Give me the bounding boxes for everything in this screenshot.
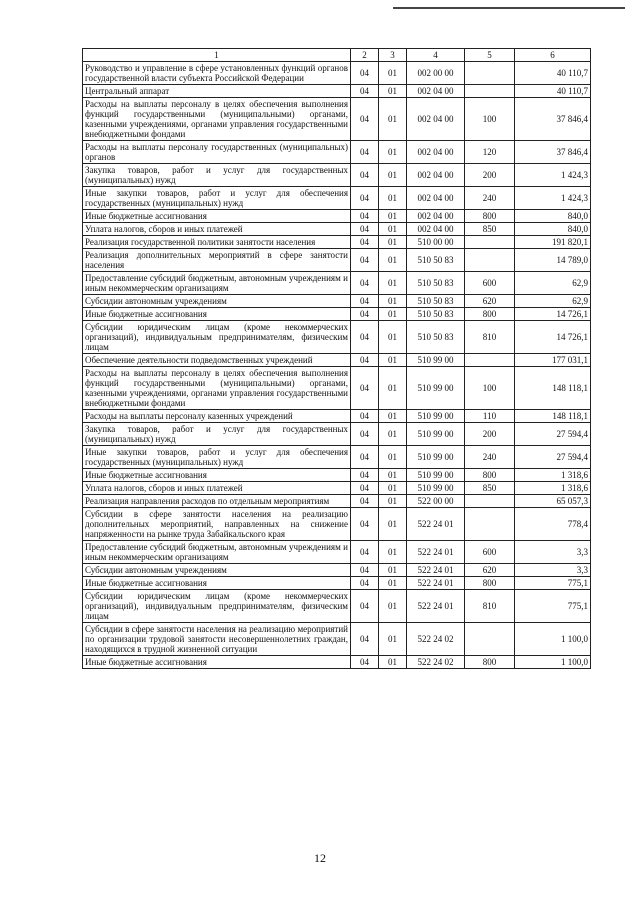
budget-item-name: Иные бюджетные ассигнования [83, 656, 351, 669]
subsection-code: 01 [379, 577, 407, 590]
budget-item-name: Реализация государственной политики занятости населения [83, 236, 351, 249]
section-code: 04 [351, 187, 379, 210]
section-code: 04 [351, 62, 379, 85]
table-row [83, 62, 591, 85]
subsection-code: 01 [379, 210, 407, 223]
section-code: 04 [351, 577, 379, 590]
subsection-code: 01 [379, 590, 407, 623]
amount: 14 789,0 [515, 249, 591, 272]
budget-item-name: Центральный аппарат [83, 85, 351, 98]
target-article-code: 522 24 01 [407, 577, 465, 590]
table-row [83, 482, 591, 495]
table-row [83, 623, 591, 656]
subsection-code: 01 [379, 410, 407, 423]
subsection-code: 01 [379, 623, 407, 656]
table-row [83, 354, 591, 367]
amount: 65 057,3 [515, 495, 591, 508]
section-code: 04 [351, 308, 379, 321]
budget-item-name: Руководство и управление в сфере установленных функций органов государственной власти субъекта Российской Федерации [83, 62, 351, 85]
section-code: 04 [351, 590, 379, 623]
amount: 40 110,7 [515, 62, 591, 85]
column-number-6: 6 [515, 49, 591, 62]
section-code: 04 [351, 623, 379, 656]
table-row [83, 141, 591, 164]
table-row [83, 410, 591, 423]
section-code: 04 [351, 508, 379, 541]
table-row [83, 469, 591, 482]
amount: 1 318,6 [515, 482, 591, 495]
subsection-code: 01 [379, 141, 407, 164]
table-row [83, 295, 591, 308]
amount: 27 594,4 [515, 423, 591, 446]
expense-type-code: 240 [465, 446, 515, 469]
budget-item-name: Закупка товаров, работ и услуг для государственных (муниципальных) нужд [83, 164, 351, 187]
budget-item-name: Субсидии юридическим лицам (кроме некоммерческих организаций), индивидуальным предпринимателям, физическим лицам [83, 321, 351, 354]
expense-type-code [465, 62, 515, 85]
target-article-code: 510 00 00 [407, 236, 465, 249]
column-number-row [83, 49, 591, 62]
budget-item-name: Иные бюджетные ассигнования [83, 210, 351, 223]
expense-type-code: 810 [465, 321, 515, 354]
section-code: 04 [351, 423, 379, 446]
amount: 148 118,1 [515, 367, 591, 410]
amount: 27 594,4 [515, 446, 591, 469]
section-code: 04 [351, 446, 379, 469]
section-code: 04 [351, 141, 379, 164]
section-code: 04 [351, 656, 379, 669]
table-row [83, 210, 591, 223]
subsection-code: 01 [379, 508, 407, 541]
amount: 840,0 [515, 210, 591, 223]
expense-type-code [465, 249, 515, 272]
section-code: 04 [351, 410, 379, 423]
table-row [83, 164, 591, 187]
section-code: 04 [351, 321, 379, 354]
subsection-code: 01 [379, 98, 407, 141]
amount: 3,3 [515, 564, 591, 577]
budget-item-name: Предоставление субсидий бюджетным, автономным учреждениям и иным некоммерческим организациям [83, 541, 351, 564]
expense-type-code: 600 [465, 272, 515, 295]
target-article-code: 002 00 00 [407, 62, 465, 85]
section-code: 04 [351, 295, 379, 308]
subsection-code: 01 [379, 469, 407, 482]
amount: 191 820,1 [515, 236, 591, 249]
expense-type-code: 100 [465, 367, 515, 410]
amount: 14 726,1 [515, 308, 591, 321]
target-article-code: 522 24 01 [407, 564, 465, 577]
amount: 1 424,3 [515, 187, 591, 210]
subsection-code: 01 [379, 354, 407, 367]
table-row [83, 564, 591, 577]
target-article-code: 002 04 00 [407, 210, 465, 223]
amount: 62,9 [515, 295, 591, 308]
subsection-code: 01 [379, 308, 407, 321]
top-decorative-rule [393, 7, 625, 9]
column-number-3: 3 [379, 49, 407, 62]
target-article-code: 522 24 01 [407, 508, 465, 541]
amount: 1 100,0 [515, 656, 591, 669]
target-article-code: 510 99 00 [407, 446, 465, 469]
table-row [83, 577, 591, 590]
budget-item-name: Расходы на выплаты персоналу в целях обеспечения выполнения функций государственными (муниципальными) органами, казенными учреждениями, органами управления государственными внебюджетными фондами [83, 367, 351, 410]
budget-item-name: Расходы на выплаты персоналу государственных (муниципальных) органов [83, 141, 351, 164]
target-article-code: 510 50 83 [407, 308, 465, 321]
expense-type-code: 240 [465, 187, 515, 210]
budget-item-name: Предоставление субсидий бюджетным, автономным учреждениям и иным некоммерческим организациям [83, 272, 351, 295]
table-row [83, 223, 591, 236]
table-row [83, 656, 591, 669]
expense-type-code [465, 623, 515, 656]
target-article-code: 510 99 00 [407, 423, 465, 446]
expense-type-code: 200 [465, 164, 515, 187]
subsection-code: 01 [379, 223, 407, 236]
budget-item-name: Субсидии в сфере занятости населения на реализацию мероприятий по организации трудовой занятости несовершеннолетних граждан, находящихся в трудной жизненной ситуации [83, 623, 351, 656]
subsection-code: 01 [379, 295, 407, 308]
expense-type-code [465, 508, 515, 541]
amount: 1 424,3 [515, 164, 591, 187]
budget-item-name: Иные бюджетные ассигнования [83, 469, 351, 482]
budget-item-name: Реализация направления расходов по отдельным мероприятиям [83, 495, 351, 508]
amount: 775,1 [515, 590, 591, 623]
section-code: 04 [351, 564, 379, 577]
budget-item-name: Субсидии автономным учреждениям [83, 564, 351, 577]
expense-type-code: 800 [465, 210, 515, 223]
table-row [83, 446, 591, 469]
section-code: 04 [351, 164, 379, 187]
target-article-code: 510 99 00 [407, 354, 465, 367]
table-row [83, 249, 591, 272]
table-row [83, 590, 591, 623]
section-code: 04 [351, 354, 379, 367]
budget-item-name: Реализация дополнительных мероприятий в сфере занятости населения [83, 249, 351, 272]
expense-type-code: 800 [465, 577, 515, 590]
expense-type-code [465, 236, 515, 249]
section-code: 04 [351, 272, 379, 295]
section-code: 04 [351, 482, 379, 495]
expense-type-code [465, 354, 515, 367]
amount: 840,0 [515, 223, 591, 236]
amount: 40 110,7 [515, 85, 591, 98]
target-article-code: 522 24 02 [407, 656, 465, 669]
table-row [83, 367, 591, 410]
amount: 14 726,1 [515, 321, 591, 354]
subsection-code: 01 [379, 541, 407, 564]
subsection-code: 01 [379, 249, 407, 272]
target-article-code: 522 24 01 [407, 590, 465, 623]
expense-type-code: 850 [465, 482, 515, 495]
expense-type-code: 110 [465, 410, 515, 423]
amount: 177 031,1 [515, 354, 591, 367]
amount: 1 318,6 [515, 469, 591, 482]
table-row [83, 423, 591, 446]
section-code: 04 [351, 249, 379, 272]
expense-type-code: 800 [465, 656, 515, 669]
target-article-code: 510 50 83 [407, 272, 465, 295]
column-number-4: 4 [407, 49, 465, 62]
target-article-code: 510 50 83 [407, 295, 465, 308]
section-code: 04 [351, 367, 379, 410]
target-article-code: 510 99 00 [407, 410, 465, 423]
subsection-code: 01 [379, 187, 407, 210]
budget-table [82, 48, 591, 669]
target-article-code: 002 04 00 [407, 223, 465, 236]
expense-type-code: 850 [465, 223, 515, 236]
subsection-code: 01 [379, 62, 407, 85]
amount: 1 100,0 [515, 623, 591, 656]
target-article-code: 002 04 00 [407, 164, 465, 187]
expense-type-code: 810 [465, 590, 515, 623]
expense-type-code: 100 [465, 98, 515, 141]
expense-type-code: 200 [465, 423, 515, 446]
expense-type-code: 620 [465, 564, 515, 577]
budget-item-name: Уплата налогов, сборов и иных платежей [83, 223, 351, 236]
target-article-code: 002 04 00 [407, 85, 465, 98]
column-number-2: 2 [351, 49, 379, 62]
subsection-code: 01 [379, 236, 407, 249]
target-article-code: 510 50 83 [407, 249, 465, 272]
budget-item-name: Уплата налогов, сборов и иных платежей [83, 482, 351, 495]
column-number-1: 1 [83, 49, 351, 62]
table-row [83, 308, 591, 321]
target-article-code: 522 24 01 [407, 541, 465, 564]
budget-item-name: Субсидии в сфере занятости населения на реализацию дополнительных мероприятий, направленных на снижение напряженности на рынке труда Забайкальского края [83, 508, 351, 541]
subsection-code: 01 [379, 495, 407, 508]
expense-type-code: 800 [465, 469, 515, 482]
table-row [83, 187, 591, 210]
target-article-code: 510 99 00 [407, 469, 465, 482]
amount: 37 846,4 [515, 141, 591, 164]
amount: 3,3 [515, 541, 591, 564]
amount: 62,9 [515, 272, 591, 295]
table-row [83, 272, 591, 295]
target-article-code: 510 99 00 [407, 482, 465, 495]
target-article-code: 522 00 00 [407, 495, 465, 508]
amount: 37 846,4 [515, 98, 591, 141]
target-article-code: 510 50 83 [407, 321, 465, 354]
subsection-code: 01 [379, 367, 407, 410]
budget-item-name: Закупка товаров, работ и услуг для государственных (муниципальных) нужд [83, 423, 351, 446]
page-number: 12 [314, 851, 326, 865]
subsection-code: 01 [379, 321, 407, 354]
expense-type-code: 120 [465, 141, 515, 164]
table-row [83, 236, 591, 249]
expense-type-code [465, 85, 515, 98]
amount: 148 118,1 [515, 410, 591, 423]
expense-type-code: 800 [465, 308, 515, 321]
target-article-code: 002 04 00 [407, 187, 465, 210]
budget-item-name: Иные бюджетные ассигнования [83, 308, 351, 321]
expense-type-code: 620 [465, 295, 515, 308]
table-row [83, 508, 591, 541]
subsection-code: 01 [379, 164, 407, 187]
subsection-code: 01 [379, 85, 407, 98]
target-article-code: 510 99 00 [407, 367, 465, 410]
budget-item-name: Расходы на выплаты персоналу в целях обеспечения выполнения функций государственными (муниципальными) органами, казенными учреждениями, органами управления государственными внебюджетными фондами [83, 98, 351, 141]
budget-item-name: Расходы на выплаты персоналу казенных учреждений [83, 410, 351, 423]
target-article-code: 002 04 00 [407, 141, 465, 164]
table-row [83, 85, 591, 98]
table-row [83, 495, 591, 508]
section-code: 04 [351, 98, 379, 141]
budget-item-name: Субсидии юридическим лицам (кроме некоммерческих организаций), индивидуальным предпринимателям, физическим лицам [83, 590, 351, 623]
subsection-code: 01 [379, 272, 407, 295]
amount: 775,1 [515, 577, 591, 590]
column-number-5: 5 [465, 49, 515, 62]
section-code: 04 [351, 541, 379, 564]
section-code: 04 [351, 236, 379, 249]
budget-item-name: Обеспечение деятельности подведомственных учреждений [83, 354, 351, 367]
expense-type-code: 600 [465, 541, 515, 564]
section-code: 04 [351, 223, 379, 236]
table-row [83, 321, 591, 354]
budget-item-name: Иные закупки товаров, работ и услуг для обеспечения государственных (муниципальных) нужд [83, 187, 351, 210]
subsection-code: 01 [379, 446, 407, 469]
section-code: 04 [351, 85, 379, 98]
subsection-code: 01 [379, 482, 407, 495]
section-code: 04 [351, 495, 379, 508]
target-article-code: 522 24 02 [407, 623, 465, 656]
budget-item-name: Иные закупки товаров, работ и услуг для обеспечения государственных (муниципальных) нужд [83, 446, 351, 469]
subsection-code: 01 [379, 656, 407, 669]
table-row [83, 98, 591, 141]
amount: 778,4 [515, 508, 591, 541]
target-article-code: 002 04 00 [407, 98, 465, 141]
budget-item-name: Иные бюджетные ассигнования [83, 577, 351, 590]
section-code: 04 [351, 469, 379, 482]
subsection-code: 01 [379, 423, 407, 446]
expense-type-code [465, 495, 515, 508]
table-row [83, 541, 591, 564]
budget-item-name: Субсидии автономным учреждениям [83, 295, 351, 308]
subsection-code: 01 [379, 564, 407, 577]
section-code: 04 [351, 210, 379, 223]
